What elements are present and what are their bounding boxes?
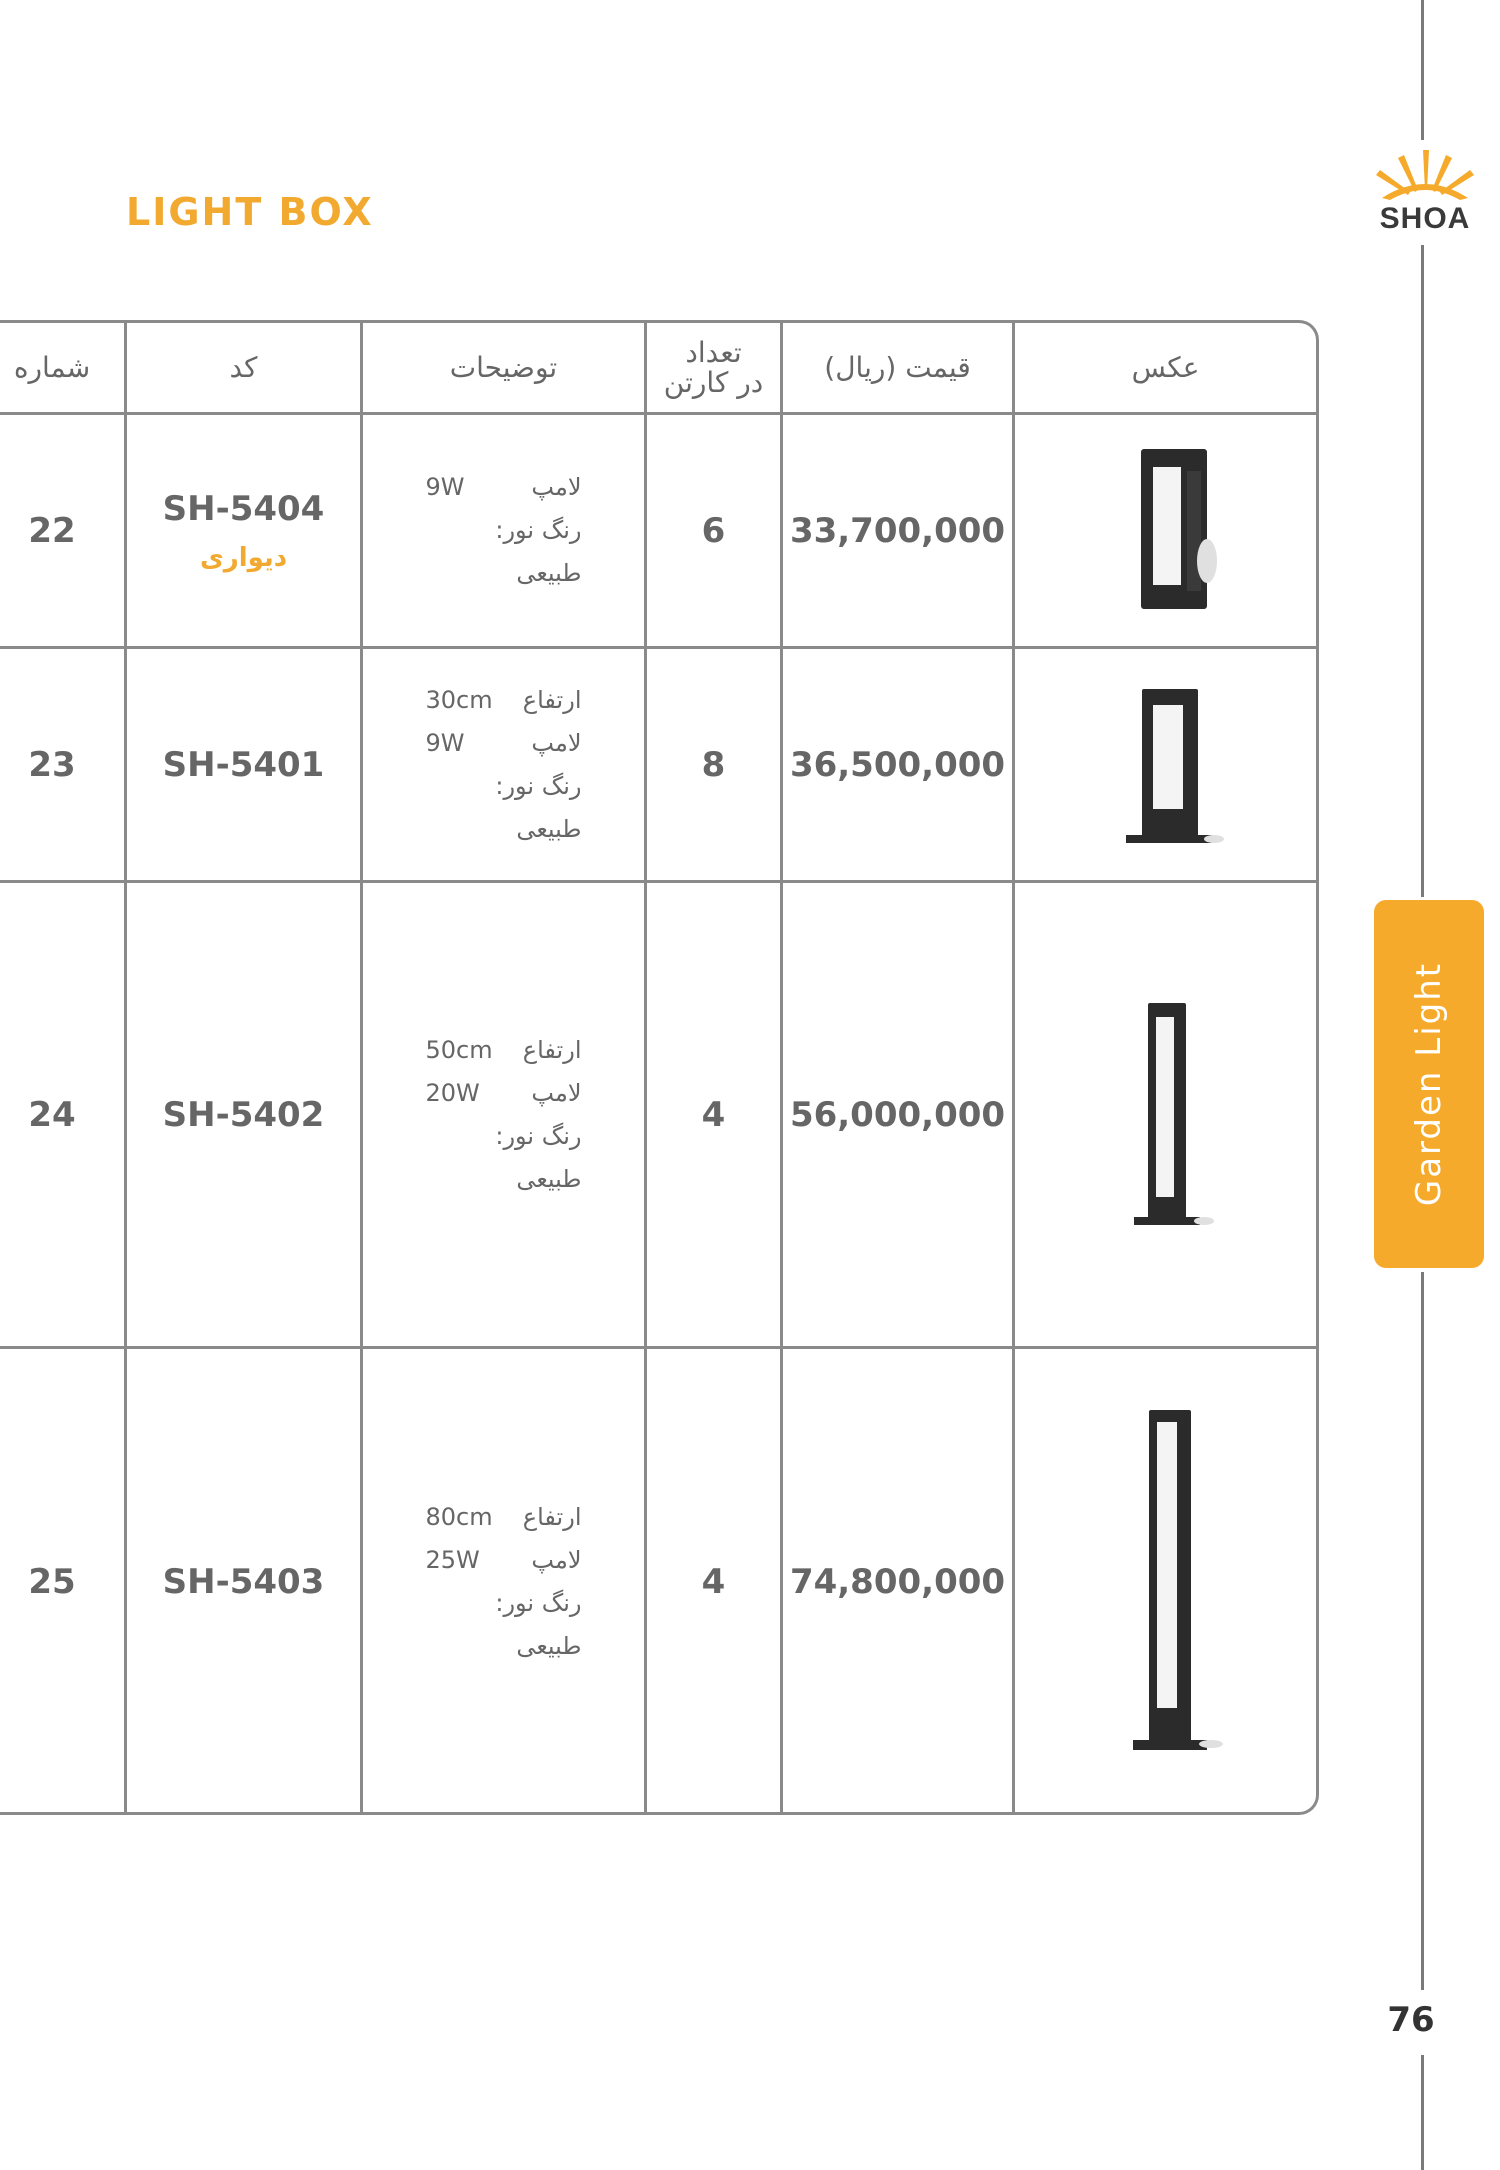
row-code: SH-5403 xyxy=(162,1562,325,1602)
wall-light-box-image xyxy=(1015,415,1316,646)
desc-lamp-value: 9W xyxy=(425,473,465,501)
row-code-subtitle: دیواری xyxy=(199,542,288,573)
category-tab-label: Garden Light xyxy=(1409,961,1449,1207)
header-quantity xyxy=(647,323,780,412)
desc-lamp-value: 25W xyxy=(425,1546,480,1574)
desc-color-line: رنگ نور: طبیعی xyxy=(495,1121,582,1193)
side-divider-top xyxy=(1421,0,1424,140)
desc-height-line xyxy=(426,1496,582,1539)
row-quantity: 4 xyxy=(701,1562,726,1602)
row-quantity: 8 xyxy=(701,744,726,785)
desc-lamp-value: 9W xyxy=(425,728,465,757)
product-table xyxy=(0,320,1319,1815)
row-number: 23 xyxy=(28,744,76,785)
side-divider-bottom xyxy=(1421,2055,1424,2170)
desc-height-label: ارتفاع xyxy=(522,1035,582,1064)
desc-color-line: رنگ نور: طبیعی xyxy=(495,1589,582,1660)
bollard-50cm-image xyxy=(1015,883,1316,1346)
desc-lamp-label: لامپ xyxy=(531,1546,582,1574)
row-code: SH-5402 xyxy=(162,1094,325,1135)
page-title: LIGHT BOX xyxy=(126,190,374,234)
page-number: 76 xyxy=(1387,2000,1435,2040)
desc-height-value: 30cm xyxy=(425,685,493,714)
desc-lamp-label: لامپ xyxy=(531,728,582,757)
row-code-cell xyxy=(127,1349,360,1815)
desc-height-label: ارتفاع xyxy=(522,1503,582,1531)
desc-lamp-line xyxy=(426,722,582,765)
desc-lamp-label: لامپ xyxy=(531,473,582,501)
header-price: قیمت (ریال) xyxy=(824,351,971,384)
row-description xyxy=(363,883,644,1346)
header-quantity-line1: تعداد xyxy=(685,335,742,369)
row-price: 74,800,000 xyxy=(789,1562,1006,1602)
desc-lamp-line xyxy=(426,1072,582,1115)
row-description xyxy=(363,415,644,646)
desc-color-line: رنگ نور: طبیعی xyxy=(495,771,582,843)
side-divider-middle xyxy=(1421,245,1424,897)
bollard-80cm-image xyxy=(1015,1349,1316,1815)
header-photo: عکس xyxy=(1131,351,1200,384)
row-number: 22 xyxy=(28,510,76,551)
desc-height-line xyxy=(426,679,582,722)
bollard-30cm-image xyxy=(1015,649,1316,880)
row-description xyxy=(363,1349,644,1815)
row-code-cell xyxy=(127,649,360,880)
header-description: توضیحات xyxy=(449,351,558,384)
desc-height-label: ارتفاع xyxy=(522,685,582,714)
row-code-cell xyxy=(127,415,360,646)
row-description xyxy=(363,649,644,880)
desc-lamp-label: لامپ xyxy=(531,1078,582,1107)
row-code: SH-5404 xyxy=(162,488,325,529)
desc-lamp-value: 20W xyxy=(425,1078,480,1107)
desc-lamp-line xyxy=(426,1539,582,1582)
row-price: 56,000,000 xyxy=(789,1094,1006,1135)
row-quantity: 4 xyxy=(701,1094,726,1135)
header-number: شماره xyxy=(13,351,91,384)
row-quantity: 6 xyxy=(701,510,726,551)
header-quantity-line2: در کارتن xyxy=(663,365,764,399)
row-number: 24 xyxy=(28,1094,76,1135)
row-price: 33,700,000 xyxy=(789,510,1006,551)
desc-lamp-line xyxy=(426,466,582,509)
brand-logo-text: SHOA xyxy=(1379,202,1471,235)
desc-height-line xyxy=(426,1029,582,1072)
row-price: 36,500,000 xyxy=(789,744,1006,785)
desc-height-value: 80cm xyxy=(425,1503,493,1531)
desc-color-line: رنگ نور: طبیعی xyxy=(495,516,582,587)
row-code-cell xyxy=(127,883,360,1346)
desc-height-value: 50cm xyxy=(425,1035,493,1064)
header-code: کد xyxy=(229,351,258,384)
row-number: 25 xyxy=(28,1562,76,1602)
category-tab xyxy=(1374,900,1484,1268)
row-code: SH-5401 xyxy=(162,744,325,785)
side-divider-lower xyxy=(1421,1272,1424,1990)
